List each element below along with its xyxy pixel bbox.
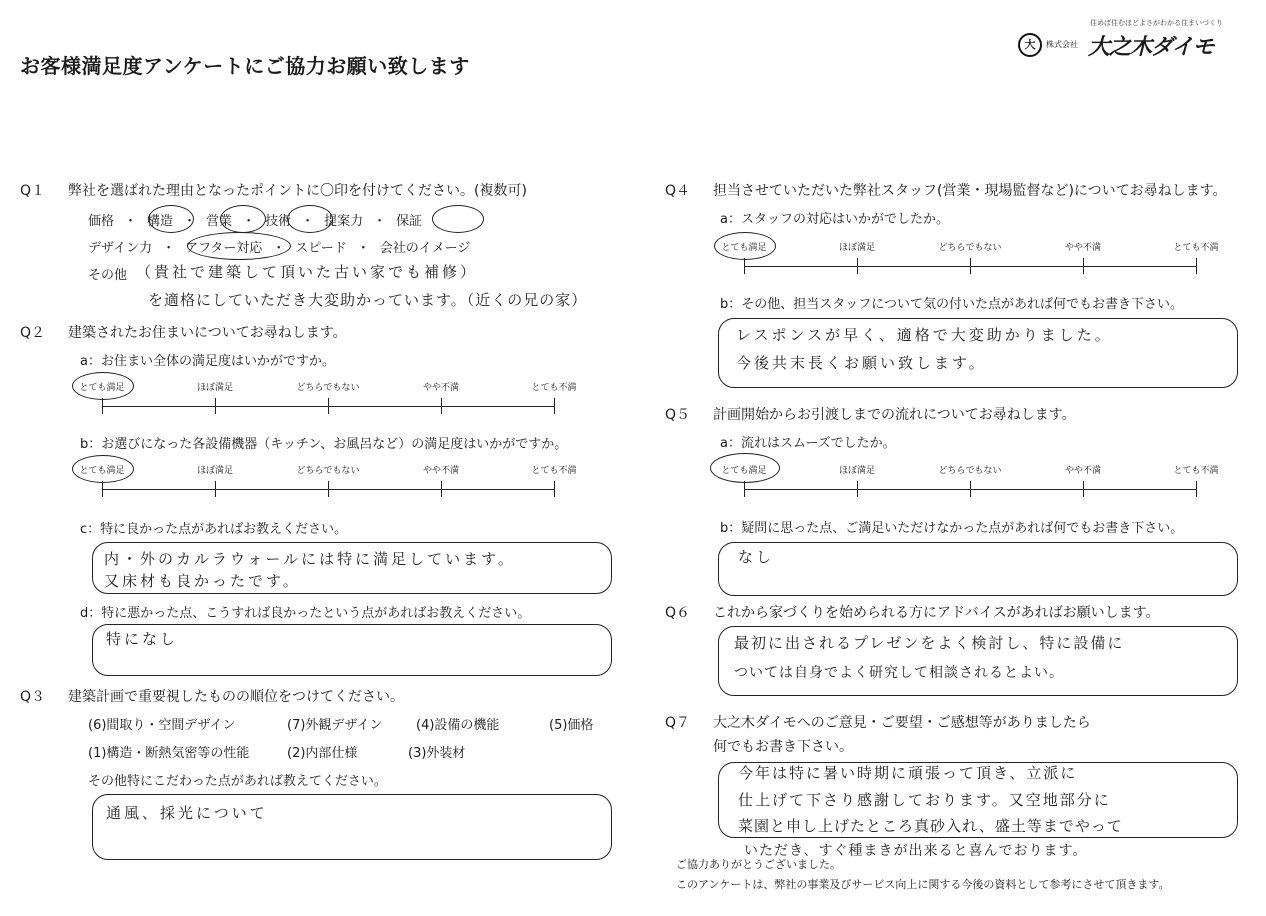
scale-label-dissatisfied[interactable]: やや不満 (422, 466, 460, 476)
q5a-rating-scale[interactable] (721, 463, 1219, 499)
scale-tick (328, 481, 329, 497)
scale-tick (857, 481, 858, 497)
footer-note: このアンケートは、弊社の事業及びサービス向上に関する今後の資料として参考にさせて頂きます。 (676, 878, 1170, 891)
q1-selection-circle-sales (220, 205, 266, 233)
q1-option-structure[interactable]: 構造 (147, 214, 174, 229)
q1-option-speed[interactable]: スピード (295, 241, 347, 256)
scale-tick (857, 258, 858, 274)
scale-label-neutral[interactable]: どちらでもない (296, 383, 360, 393)
scale-tick (970, 258, 971, 274)
q5b-answer-line1: なし (738, 548, 775, 566)
q7-number: Q７ (665, 715, 691, 731)
company-logo-mark: 大 (1018, 33, 1042, 57)
scale-label-satisfied[interactable]: ほぼ満足 (196, 383, 234, 393)
q4a-rating-scale[interactable] (721, 240, 1219, 276)
q4b-question: b：その他、担当スタッフについて気の付いた点があれば何でもお書き下さい。 (720, 297, 1183, 312)
q1-text: 弊社を選ばれた理由となったポイントに〇印を付けてください。(複数可) (68, 183, 527, 199)
q2c-answer-line2: 又床材も良かったです。 (104, 572, 301, 590)
footer-thanks: ご協力ありがとうございました。 (676, 858, 841, 871)
q5-number: Q５ (665, 407, 691, 423)
q2-question (20, 322, 347, 342)
scale-label-very-satisfied[interactable]: とても満足 (721, 243, 767, 253)
q1-option-aftercare[interactable]: アフター対応 (185, 241, 263, 256)
q5b-answer-box[interactable] (718, 542, 1238, 596)
scale-label-dissatisfied[interactable]: やや不満 (422, 383, 460, 393)
q1-number: Q１ (20, 183, 46, 199)
q3-rank-cladding[interactable]: (3)外装材 (408, 746, 466, 761)
q4a-selection-circle (714, 232, 776, 260)
scale-tick (744, 258, 745, 274)
q6-text: これから家づくりを始められる方にアドバイスがあればお願いします。 (713, 605, 1160, 621)
scale-label-dissatisfied[interactable]: やや不満 (1064, 243, 1102, 253)
scale-tick (554, 481, 555, 497)
q1-option-design[interactable]: デザイン力 (88, 241, 153, 256)
scale-tick (744, 481, 745, 497)
scale-label-satisfied[interactable]: ほぼ満足 (838, 466, 876, 476)
q2c-question: c：特に良かった点があればお教えください。 (80, 522, 348, 537)
scale-label-very-dissatisfied[interactable]: とても不満 (1173, 466, 1219, 476)
q2-text: 建築されたお住まいについてお尋ねします。 (68, 325, 347, 341)
q4b-answer-line2: 今後共末長くお願い致します。 (736, 354, 987, 372)
q3-rank-exterior[interactable]: (7)外観デザイン (287, 718, 383, 733)
q1-selection-circle-structure (148, 205, 197, 233)
scale-tick (970, 481, 971, 497)
q1-separator: ・ (162, 241, 176, 256)
scale-tick (1083, 481, 1084, 497)
q7-answer-line1: 今年は特に暑い時期に頑張って頂き、立派に (738, 764, 1078, 782)
scale-tick (1196, 258, 1197, 274)
q1-option-company-image[interactable]: 会社のイメージ (379, 241, 471, 256)
q2a-selection-circle (72, 372, 134, 400)
scale-tick (441, 481, 442, 497)
scale-tick (1196, 481, 1197, 497)
q1-selection-circle-warranty (432, 205, 484, 233)
q4b-answer-line1: レスポンスが早く、適格で大変助かりました。 (736, 326, 1113, 344)
q2b-selection-circle (72, 455, 134, 483)
company-tagline: 住めば住むほどよさがわかる住まいづくり (1090, 19, 1223, 27)
scale-tick (215, 398, 216, 414)
q1-separator: ・ (183, 214, 197, 229)
q3-text: 建築計画で重要視したものの順位をつけてください。 (68, 689, 404, 705)
q1-separator: ・ (373, 214, 387, 229)
scale-tick (1083, 258, 1084, 274)
scale-label-very-dissatisfied[interactable]: とても不満 (1173, 243, 1219, 253)
q1-option-sales[interactable]: 営業 (206, 214, 233, 229)
scale-label-satisfied[interactable]: ほぼ満足 (196, 466, 234, 476)
scale-label-very-dissatisfied[interactable]: とても不満 (531, 383, 577, 393)
q1-separator: ・ (301, 214, 315, 229)
q3-question (20, 686, 404, 706)
q1-other-handwritten-1: （貴社で建築して頂いた古い家でも補修） (136, 263, 479, 281)
q2a-question: a：お住まい全体の満足度はいかがですか。 (80, 354, 335, 369)
scale-tick (102, 398, 103, 414)
q3-other-question: その他特にこだわった点があれば教えてください。 (88, 774, 387, 789)
q4a-question: a：スタッフの対応はいかがでしたか。 (720, 212, 949, 227)
scale-label-neutral[interactable]: どちらでもない (296, 466, 360, 476)
q2b-rating-scale[interactable] (79, 463, 577, 499)
q3-number: Q３ (20, 689, 46, 705)
scale-tick (102, 481, 103, 497)
q7-answer-line3: 菜園と申し上げたところ真砂入れ、盛土等までやって (738, 817, 1123, 835)
q3-rank-layout[interactable]: (6)間取り・空間デザイン (88, 718, 236, 733)
q7-answer-line4: いただき、すぐ種まきが出来ると喜んでおります。 (744, 843, 1088, 859)
q1-option-price[interactable]: 価格 (88, 214, 115, 229)
scale-label-very-satisfied[interactable]: とても満足 (721, 466, 767, 476)
scale-label-very-satisfied[interactable]: とても満足 (79, 383, 125, 393)
scale-tick (215, 481, 216, 497)
q5b-question: b：疑問に思った点、ご満足いただけなかった点があれば何でもお書き下さい。 (720, 521, 1184, 536)
q7-answer-line2: 仕上げて下さり感謝しております。又空地部分に (738, 791, 1111, 809)
q3-rank-price[interactable]: (5)価格 (549, 718, 594, 733)
q7-text: 大之木ダイモへのご意見・ご要望・ご感想等がありましたら (713, 715, 1091, 731)
q1-selection-circle-technology (287, 205, 333, 233)
q3-rank-performance[interactable]: (1)構造・断熱気密等の性能 (88, 746, 250, 761)
scale-label-very-dissatisfied[interactable]: とても不満 (531, 466, 577, 476)
scale-label-very-satisfied[interactable]: とても満足 (79, 466, 125, 476)
q1-separator: ・ (272, 241, 286, 256)
q1-selection-circle-aftercare (187, 232, 291, 260)
q3-rank-interior[interactable]: (2)内部仕様 (287, 746, 358, 761)
q1-separator: ・ (356, 241, 370, 256)
q4-number: Q４ (665, 183, 691, 199)
q6-answer-line2: ついては自身でよく研究して相談されるとよい。 (734, 665, 1064, 681)
scale-label-dissatisfied[interactable]: やや不満 (1064, 466, 1102, 476)
q1-other-label: その他 (88, 268, 128, 283)
q6-answer-line1: 最初に出されるプレゼンをよく検討し、特に設備に (734, 634, 1125, 652)
q4-text: 担当させていただいた弊社スタッフ(営業・現場監督など)についてお尋ねします。 (713, 183, 1227, 199)
scale-tick (554, 398, 555, 414)
q2a-rating-scale[interactable] (79, 380, 577, 416)
scale-label-satisfied[interactable]: ほぼ満足 (838, 243, 876, 253)
q7-text-line2: 何でもお書き下さい。 (713, 739, 853, 755)
company-type-label: 株式会社 (1046, 40, 1078, 49)
page-title: お客様満足度アンケートにご協力お願い致します (20, 54, 470, 78)
q2c-answer-line1: 内・外のカルラウォールには特に満足しています。 (104, 550, 516, 568)
q5-question (665, 404, 1076, 424)
q1-separator: ・ (242, 214, 256, 229)
q3-rank-equipment[interactable]: (4)設備の機能 (416, 718, 500, 733)
q1-separator: ・ (124, 214, 138, 229)
q6-number: Q６ (665, 605, 691, 621)
q5-text: 計画開始からお引渡しまでの流れについてお尋ねします。 (713, 407, 1076, 423)
q1-option-technology[interactable]: 技術 (265, 214, 292, 229)
q4-question (665, 180, 1227, 200)
q5a-question: a：流れはスムーズでしたか。 (720, 436, 896, 451)
scale-tick (441, 398, 442, 414)
scale-label-neutral[interactable]: どちらでもない (938, 243, 1002, 253)
q2-number: Q２ (20, 325, 46, 341)
company-logo-name: 大之木ダイモ (1088, 35, 1214, 60)
q1-question (20, 180, 527, 200)
q1-option-warranty[interactable]: 保証 (396, 214, 423, 229)
q1-option-proposal[interactable]: 提案力 (324, 214, 364, 229)
q2b-question: b：お選びになった各設備機器（キッチン、お風呂など）の満足度はいかがですか。 (80, 437, 568, 452)
scale-tick (328, 398, 329, 414)
q6-question (665, 602, 1159, 622)
q2d-answer-line1: 特になし (106, 630, 179, 648)
q7-question (665, 712, 1091, 732)
scale-label-neutral[interactable]: どちらでもない (938, 466, 1002, 476)
q3-answer-line1: 通風、採光について (106, 804, 268, 822)
q5a-selection-circle (710, 453, 780, 483)
q2d-question: d：特に悪かった点、こうすれば良かったという点があればお教えください。 (80, 606, 531, 621)
q1-other-handwritten-2: を適格にしていただき大変助かっています。（近くの兄の家） (148, 291, 588, 309)
